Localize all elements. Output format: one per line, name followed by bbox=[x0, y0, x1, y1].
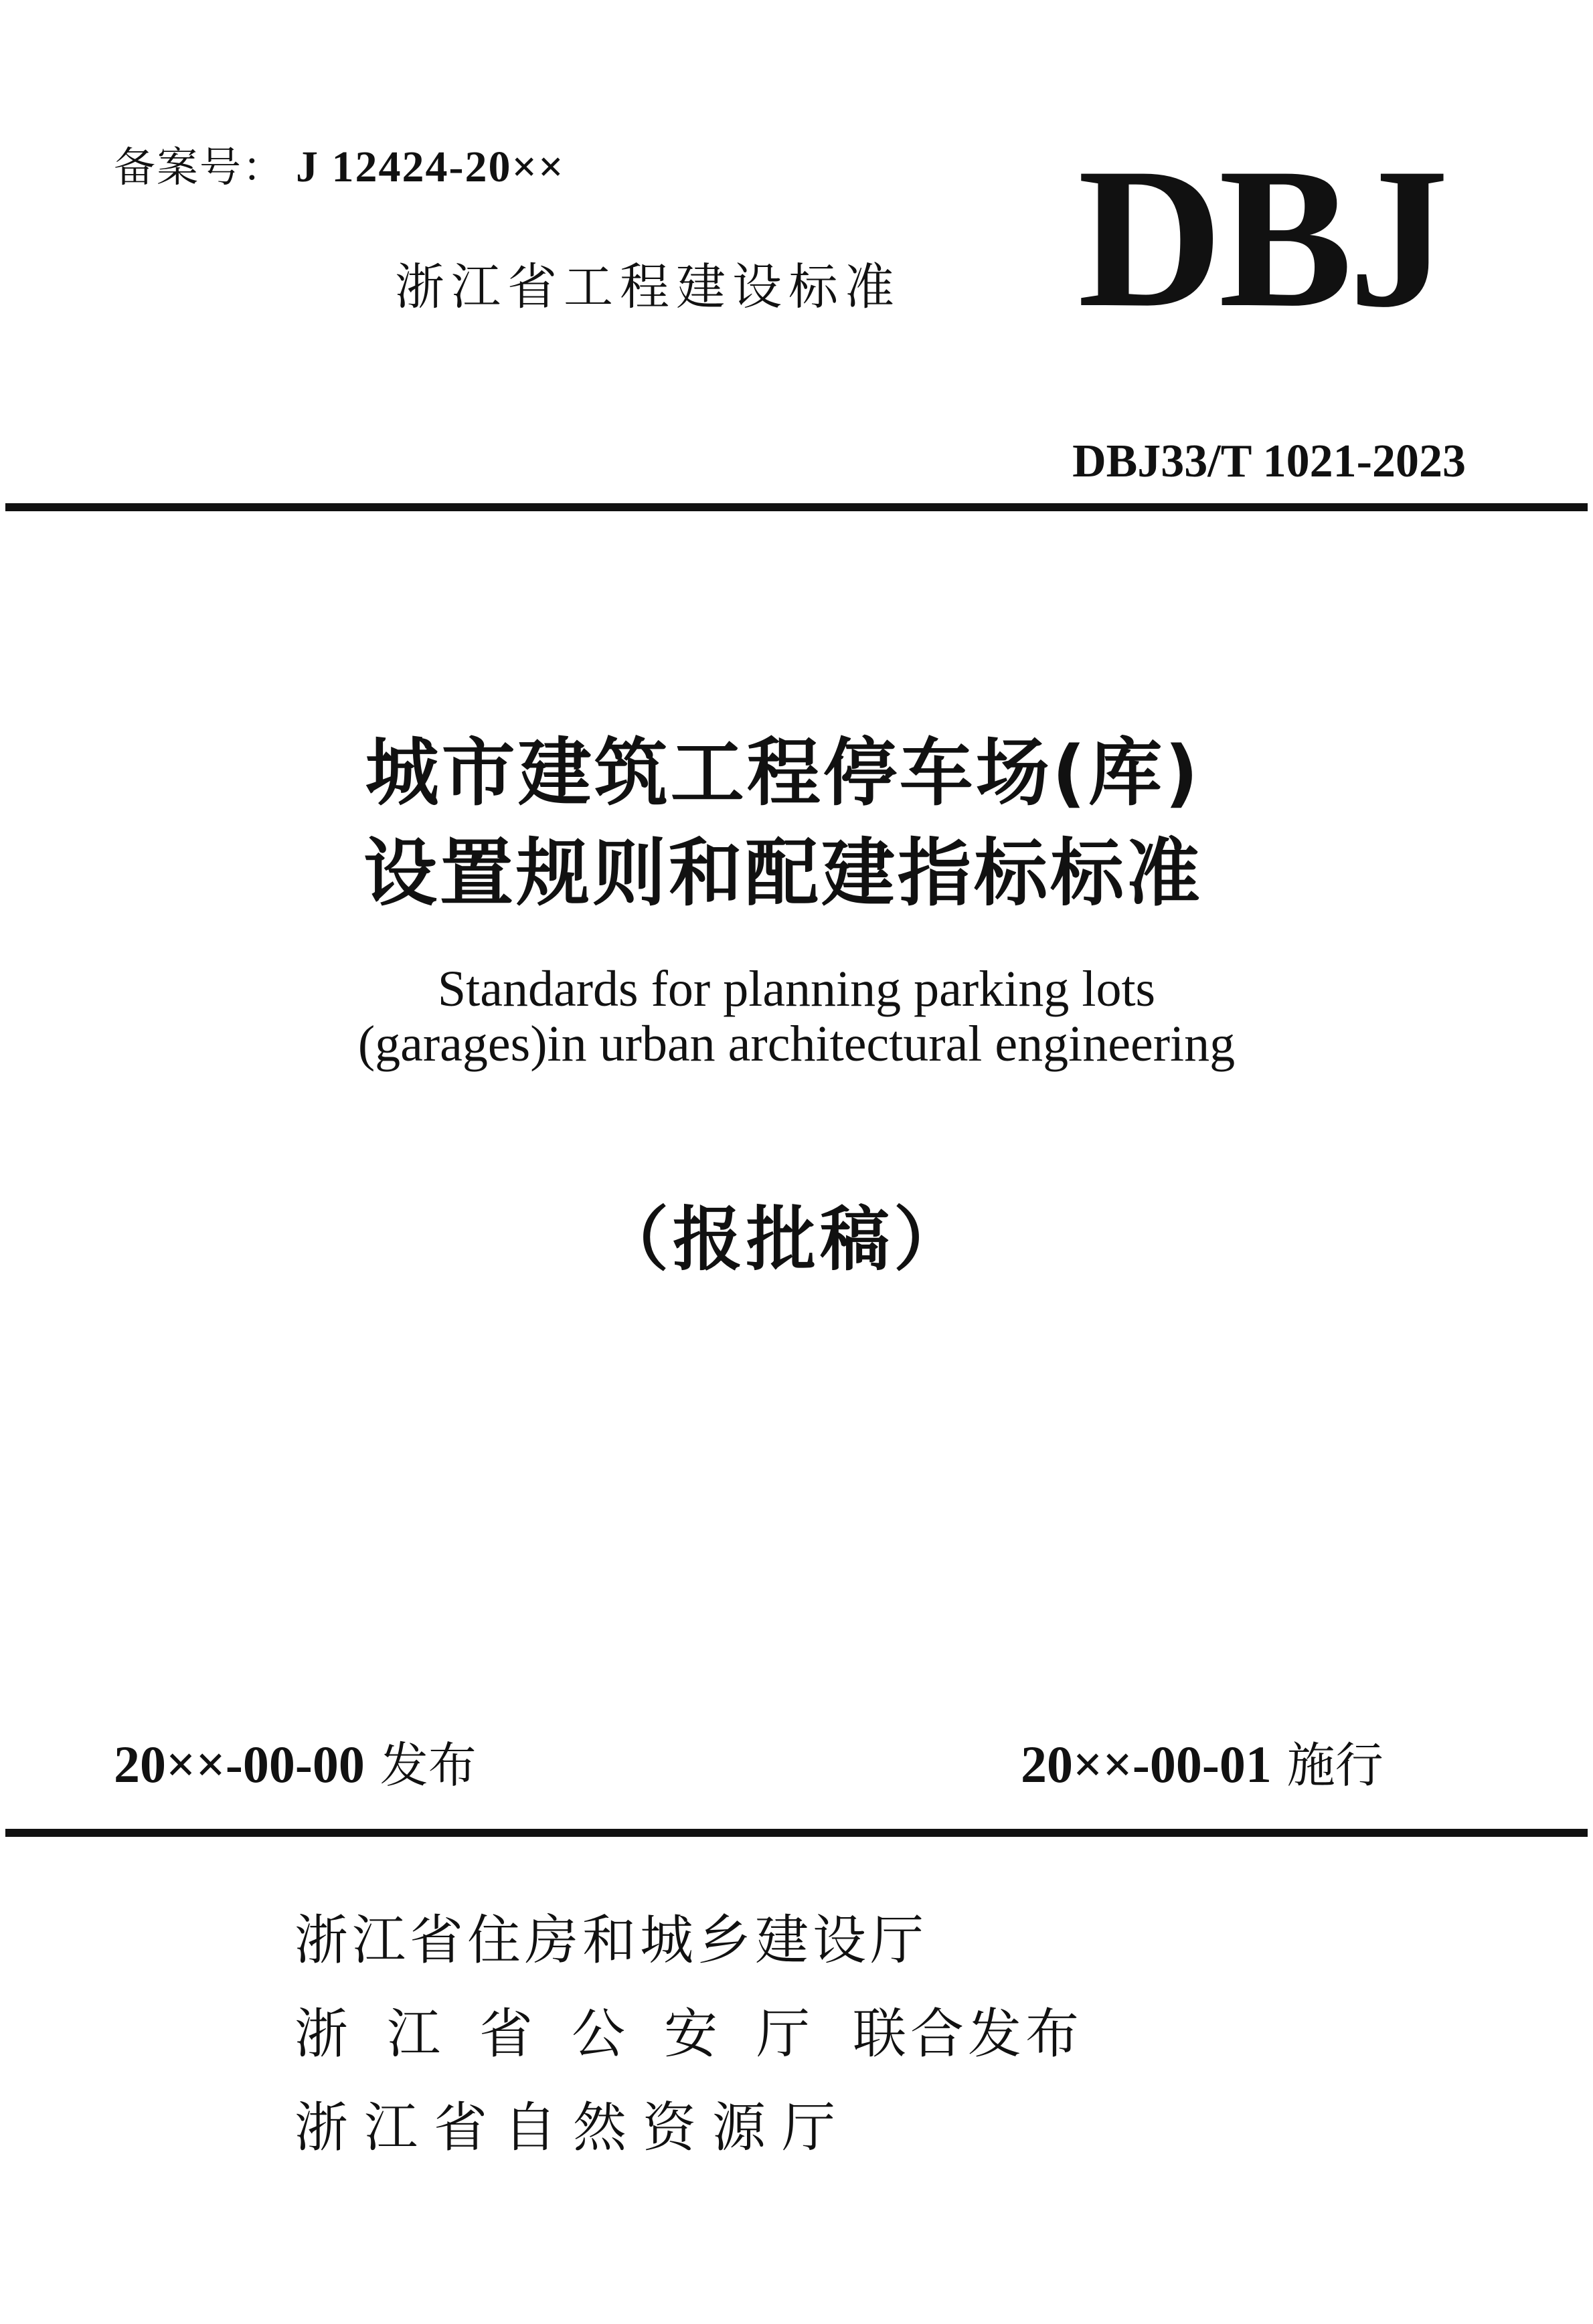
title-en-line1: Standards for planning parking lots bbox=[437, 961, 1156, 1017]
filing-label: 备案号： bbox=[114, 143, 286, 191]
dbj-logo: DBJ bbox=[1078, 126, 1445, 349]
bottom-divider bbox=[5, 1829, 1588, 1837]
draft-status: （报批稿） bbox=[598, 1198, 967, 1280]
effective-label: 施行 bbox=[1286, 1737, 1384, 1793]
release-date bbox=[114, 1735, 477, 1793]
release-date-value: 20××-00-00 bbox=[114, 1735, 365, 1793]
filing-number bbox=[114, 134, 565, 193]
joint-release-label: 联合发布 bbox=[853, 2003, 1083, 2065]
standard-code: DBJ33/T 1021-2023 bbox=[1072, 436, 1466, 487]
effective-date-value: 20××-00-01 bbox=[1021, 1735, 1272, 1793]
issuer-line2 bbox=[295, 2003, 1083, 2065]
issuer-line1: 浙江省住房和城乡建设厅 bbox=[295, 1909, 928, 1971]
standard-type: 浙江省工程建设标准 bbox=[395, 258, 901, 316]
issuer-line2-org: 浙江省公安厅 bbox=[295, 2003, 849, 2065]
title-en-line2: (garages)in urban architectural engineering bbox=[357, 1016, 1236, 1072]
effective-date bbox=[1021, 1735, 1384, 1793]
filing-number-value: J 12424-20×× bbox=[296, 143, 565, 191]
release-label: 发布 bbox=[380, 1737, 477, 1793]
title-cn-line1: 城市建筑工程停车场(库) bbox=[365, 730, 1201, 816]
issuer-line3: 浙江省自然资源厅 bbox=[295, 2096, 851, 2159]
title-cn-line2: 设置规则和配建指标标准 bbox=[363, 830, 1203, 916]
top-divider bbox=[5, 503, 1588, 511]
